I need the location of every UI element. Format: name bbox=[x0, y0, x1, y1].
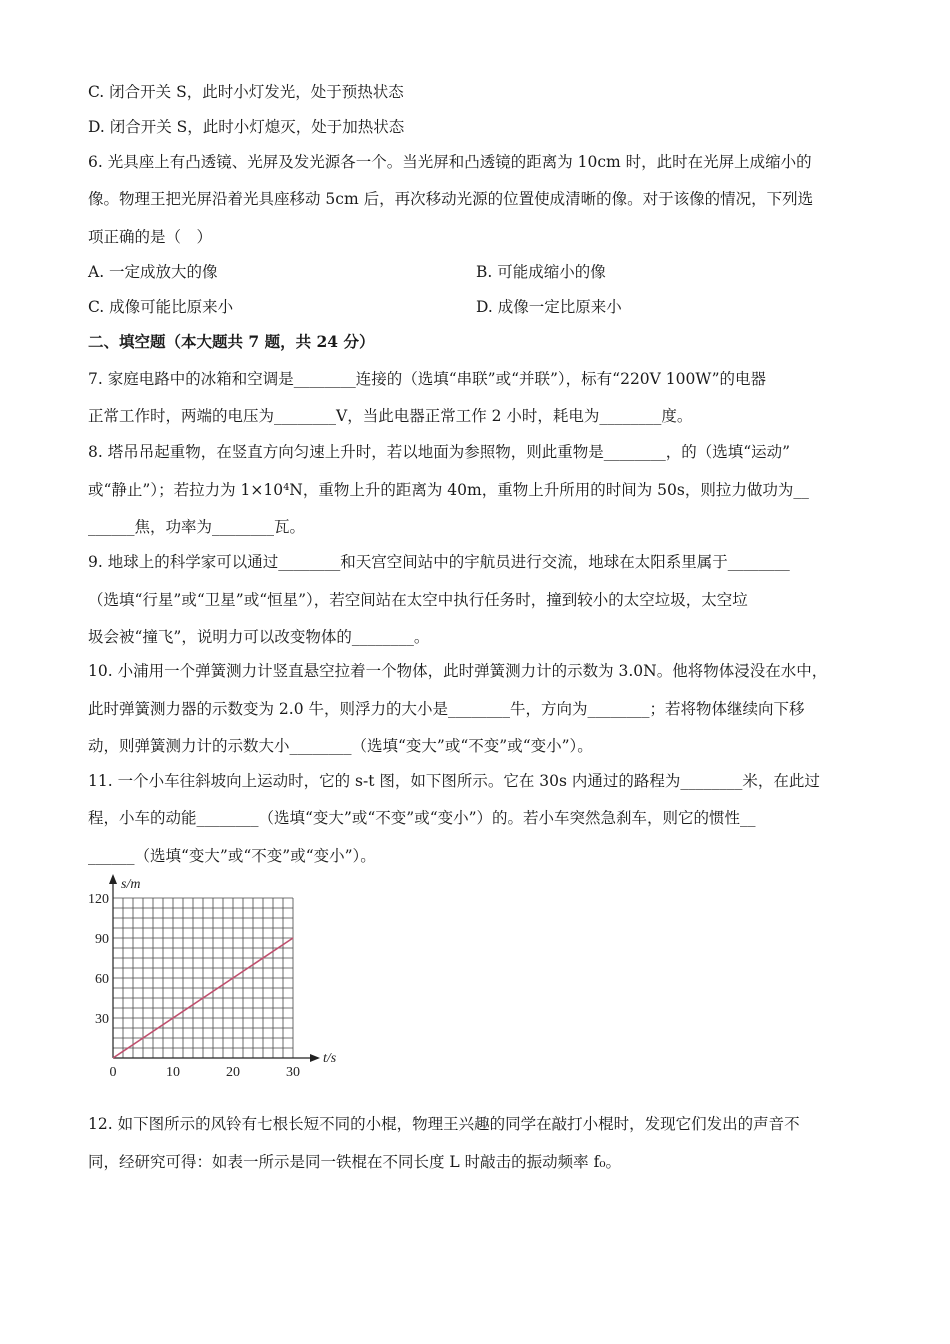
y-tick-label: 30 bbox=[95, 1012, 109, 1027]
x-tick-label: 0 bbox=[109, 1065, 117, 1080]
question-8-line-1: 8. 塔吊吊起重物，在竖直方向匀速上升时，若以地面为参照物，则此重物是________，的（选填“运动” bbox=[88, 443, 791, 461]
question-6-line-2: 像。物理王把光屏沿着光具座移动 5cm 后，再次移动光源的位置使成清晰的像。对于该像的情况，下列选 bbox=[88, 190, 814, 208]
question-10-line-3: 动，则弹簧测力计的示数大小________（选填“变大”或“不变”或“变小”）。 bbox=[88, 737, 593, 755]
question-12-line-1: 12. 如下图所示的风铃有七根长短不同的小棍，物理王兴趣的同学在敲打小棍时，发现它们发出的声音不 bbox=[88, 1115, 800, 1133]
y-tick-label: 120 bbox=[88, 892, 109, 907]
y-tick-label: 60 bbox=[95, 972, 109, 987]
question-12-line-2: 同，经研究可得：如表一所示是同一铁棍在不同长度 L 时敲击的振动频率 f₀。 bbox=[88, 1153, 622, 1171]
y-axis-arrow bbox=[109, 874, 117, 884]
question-10-line-2: 此时弹簧测力器的示数变为 2.0 牛，则浮力的大小是________牛，方向为________；若将物体继续向下移 bbox=[88, 700, 805, 718]
question-9-line-1: 9. 地球上的科学家可以通过________和天宫空间站中的宇航员进行交流，地球在太阳系里属于________ bbox=[88, 553, 790, 571]
option-d-q5: D. 闭合开关 S，此时小灯熄灭，处于加热状态 bbox=[88, 118, 405, 136]
question-11-line-1: 11. 一个小车往斜坡向上运动时，它的 s-t 图，如下图所示。它在 30s 内通过的路程为________米，在此过 bbox=[88, 772, 820, 790]
question-11-line-2: 程，小车的动能________（选填“变大”或“不变”或“变小”）的。若小车突然急刹车，则它的惯性__ bbox=[88, 809, 756, 827]
section-heading: 二、填空题（本大题共 7 题，共 24 分） bbox=[88, 332, 375, 351]
x-axis-arrow bbox=[310, 1054, 320, 1062]
option-c-q6: C. 成像可能比原来小 bbox=[88, 298, 234, 316]
x-axis-label: t/s bbox=[323, 1051, 337, 1066]
question-11-line-3: ______（选填“变大”或“不变”或“变小”）。 bbox=[88, 847, 376, 865]
s-t-graph bbox=[80, 868, 350, 1083]
x-tick-label: 10 bbox=[166, 1065, 180, 1080]
option-c-q5: C. 闭合开关 S，此时小灯发光，处于预热状态 bbox=[88, 83, 404, 101]
question-10-line-1: 10. 小浦用一个弹簧测力计竖直悬空拉着一个物体，此时弹簧测力计的示数为 3.0N。他将物体浸没在水中， bbox=[88, 662, 828, 680]
option-a-q6: A. 一定成放大的像 bbox=[88, 263, 218, 281]
question-6-line-1: 6. 光具座上有凸透镜、光屏及发光源各一个。当光屏和凸透镜的距离为 10cm 时，此时在光屏上成缩小的 bbox=[88, 153, 812, 171]
question-8-line-2: 或“静止”）；若拉力为 1×10⁴N，重物上升的距离为 40m，重物上升所用的时间为 50s，则拉力做功为__ bbox=[88, 481, 809, 499]
x-tick-label: 30 bbox=[286, 1065, 300, 1080]
y-tick-label: 90 bbox=[95, 932, 109, 947]
question-6-line-3: 项正确的是（ ） bbox=[88, 228, 213, 246]
question-8-line-3: ______焦，功率为________瓦。 bbox=[88, 518, 306, 536]
y-axis-label: s/m bbox=[121, 877, 141, 892]
graph-grid bbox=[113, 898, 293, 1058]
question-9-line-3: 圾会被“撞飞”，说明力可以改变物体的________。 bbox=[88, 628, 430, 646]
question-9-line-2: （选填“行星”或“卫星”或“恒星”），若空间站在太空中执行任务时，撞到较小的太空垃圾，太空垃 bbox=[88, 591, 748, 609]
x-tick-label: 20 bbox=[226, 1065, 240, 1080]
option-d-q6: D. 成像一定比原来小 bbox=[476, 298, 622, 316]
option-b-q6: B. 可能成缩小的像 bbox=[476, 263, 606, 281]
question-7-line-2: 正常工作时，两端的电压为________V，当此电器正常工作 2 小时，耗电为________度。 bbox=[88, 407, 693, 425]
question-7-line-1: 7. 家庭电路中的冰箱和空调是________连接的（选填“串联”或“并联”），标有“220V 100W”的电器 bbox=[88, 370, 767, 388]
